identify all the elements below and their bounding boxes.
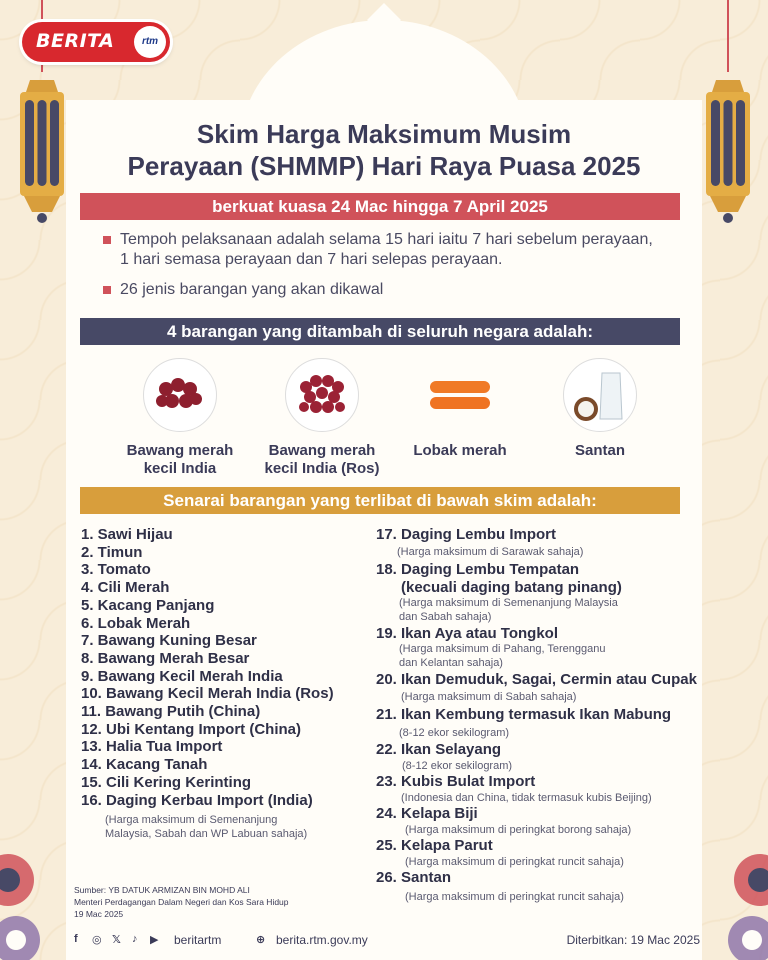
list-item: 11. Bawang Putih (China)	[81, 703, 261, 721]
item-label: Bawang merah kecil India	[126, 442, 234, 477]
bullet-text: 26 jenis barangan yang akan dikawal	[120, 281, 384, 298]
website-link[interactable]: berita.rtm.gov.my	[276, 933, 368, 947]
published-date: Diterbitkan: 19 Mac 2025	[566, 933, 700, 947]
items-list-left	[81, 526, 381, 841]
list-item: 9. Bawang Kecil Merah India	[81, 667, 283, 685]
list-item-note: (Harga maksimum di Semenanjung Malaysia, Sabah dan WP Labuan sahaja)	[105, 814, 308, 841]
list-item-note: dan Sabah sahaja)	[399, 611, 492, 623]
list-item: 4. Cili Merah	[81, 579, 170, 597]
validity-banner: berkuat kuasa 24 Mac hingga 7 April 2025	[80, 193, 680, 220]
instagram-icon[interactable]: ◎	[92, 934, 102, 946]
added-item	[110, 358, 250, 478]
list-item: 6. Lobak Merah	[81, 614, 191, 632]
list-item: 13. Halia Tua Import	[81, 738, 223, 756]
title-line-2: Perayaan (SHMMP) Hari Raya Puasa 2025	[127, 151, 641, 181]
title-line-1: Skim Harga Maksimum Musim	[196, 119, 572, 149]
list-item: 3. Tomato	[81, 561, 151, 579]
list-item-note: (Harga maksimum di Sarawak sahaja)	[397, 546, 584, 558]
list-item: 14. Kacang Tanah	[81, 756, 208, 774]
list-item-note: (Harga maksimum di peringkat borong sahaja)	[405, 824, 632, 836]
flower-decoration-right	[712, 840, 768, 960]
list-item: 5. Kacang Panjang	[81, 596, 215, 614]
list-item: 24. Kelapa Biji	[376, 805, 478, 822]
list-item: (kecuali daging batang pinang)	[401, 579, 622, 596]
added-items-header: 4 barangan yang ditambah di seluruh negara adalah:	[80, 318, 680, 345]
list-item-note: dan Kelantan sahaja)	[399, 657, 503, 669]
red-onion-icon	[143, 358, 217, 432]
list-item: 10. Bawang Kecil Merah India (Ros)	[81, 685, 334, 703]
list-item: 22. Ikan Selayang	[376, 741, 502, 758]
facebook-icon[interactable]: f	[74, 933, 78, 945]
list-item: 1. Sawi Hijau	[81, 526, 173, 543]
item-label: Santan	[574, 442, 625, 459]
list-item: 17. Daging Lembu Import	[376, 526, 557, 543]
list-item-note: (Indonesia dan China, tidak termasuk kubis Beijing)	[401, 792, 652, 804]
list-item: 2. Timun	[81, 543, 143, 561]
list-item-note: (Harga maksimum di Sabah sahaja)	[401, 691, 577, 703]
list-item-note: (Harga maksimum di Semenanjung Malaysia	[399, 597, 618, 609]
list-item-note: (Harga maksimum di peringkat runcit sahaja)	[405, 891, 624, 903]
rtm-badge: rtm	[134, 26, 166, 58]
coconut-milk-icon	[563, 358, 637, 432]
lantern-right-icon	[700, 0, 756, 230]
added-item	[390, 358, 530, 460]
footer	[74, 933, 714, 949]
item-label: Lobak merah	[413, 442, 507, 459]
list-item: 12. Ubi Kentang Import (China)	[81, 720, 302, 738]
carrot-icon	[423, 358, 497, 432]
added-item	[530, 358, 670, 460]
list-item: 21. Ikan Kembung termasuk Ikan Mabung	[376, 706, 672, 723]
red-onion-ros-icon	[285, 358, 359, 432]
list-item-note: (Harga maksimum di Pahang, Terengganu	[399, 643, 606, 655]
berita-rtm-logo[interactable]	[22, 22, 170, 62]
bullet-item	[103, 230, 663, 270]
list-item-note: (8-12 ekor sekilogram)	[399, 727, 510, 739]
list-item: 8. Bawang Merah Besar	[81, 649, 250, 667]
added-item	[252, 358, 392, 478]
list-item: 19. Ikan Aya atau Tongkol	[376, 625, 558, 642]
bullet-text: Tempoh pelaksanaan adalah selama 15 hari iaitu 7 hari sebelum perayaan, 1 hari semasa perayaan dan 7 hari selepas perayaan.	[120, 231, 653, 268]
list-item: 15. Cili Kering Kerinting	[81, 773, 252, 791]
list-header: Senarai barangan yang terlibat di bawah skim adalah:	[80, 487, 680, 514]
source-credit: Sumber: YB DATUK ARMIZAN BIN MOHD ALI Menteri Perdagangan Dalam Negeri dan Kos Sara Hidup 19 Mac 2025	[74, 885, 289, 919]
list-item: 25. Kelapa Parut	[376, 837, 493, 854]
tiktok-icon[interactable]: ♪	[132, 933, 138, 945]
x-icon[interactable]: 𝕏	[112, 934, 121, 946]
youtube-icon[interactable]: ▶	[150, 934, 159, 946]
list-item-note: (Harga maksimum di peringkat runcit sahaja)	[405, 856, 624, 868]
logo-text: BERITA	[36, 30, 115, 52]
list-item: 20. Ikan Demuduk, Sagai, Cermin atau Cupak	[376, 671, 697, 688]
flower-decoration-left	[0, 840, 56, 960]
list-item: 16. Daging Kerbau Import (India)	[81, 791, 313, 809]
bullet-item	[103, 280, 663, 300]
list-item: 18. Daging Lembu Tempatan	[376, 561, 580, 578]
social-handle[interactable]: beritartm	[174, 933, 222, 947]
list-item: 23. Kubis Bulat Import	[376, 773, 536, 790]
list-item-note: (8-12 ekor sekilogram)	[402, 760, 513, 772]
page-title	[90, 118, 678, 182]
list-item: 26. Santan	[376, 869, 452, 886]
item-label: Bawang merah kecil India (Ros)	[264, 442, 380, 477]
list-item: 7. Bawang Kuning Besar	[81, 632, 257, 650]
globe-icon: ⊕	[256, 934, 266, 946]
